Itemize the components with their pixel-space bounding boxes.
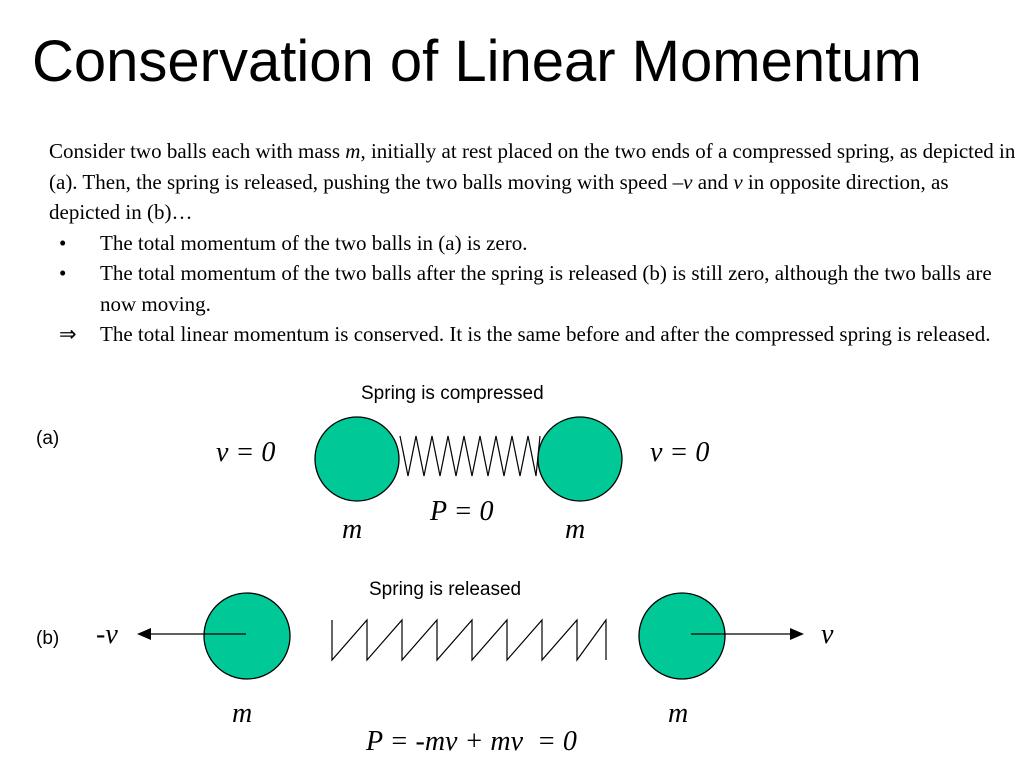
compressed-spring: [400, 436, 540, 476]
ball-a-right: [538, 417, 622, 501]
velocity-label-b-right: v: [821, 619, 834, 650]
panel-label-a: (a): [36, 428, 60, 449]
ball-a-left: [315, 417, 399, 501]
bullet-text: The total momentum of the two balls in (a) is zero.: [100, 230, 528, 255]
intro-mass-symbol: m: [345, 139, 361, 163]
mass-label-b-right: m: [668, 698, 689, 729]
caption-released: Spring is released: [369, 579, 522, 600]
bullet-marker: •: [59, 261, 67, 285]
released-spring: [332, 620, 606, 660]
ball-b-right: [639, 593, 725, 679]
intro-text-3: and: [692, 169, 734, 194]
implies-arrow-icon: ⇒: [59, 322, 77, 346]
momentum-equation-b: P = -mv + mv = 0: [366, 726, 577, 757]
caption-compressed: Spring is compressed: [361, 383, 544, 404]
mass-label-a-right: m: [565, 514, 586, 545]
conclusion-text: The total linear momentum is conserved. It is the same before and after the compressed spring is released.: [100, 322, 991, 346]
intro-speed-symbol-2: v: [733, 169, 743, 194]
slide-title: Conservation of Linear Momentum: [32, 29, 922, 94]
bullet-marker: •: [59, 230, 67, 255]
bullet-text: The total momentum of the two balls after the spring is released (b) is still zero, although the two balls are now moving.: [100, 261, 992, 316]
intro-text-2: , initially at rest placed on the two ends of a compressed spring, as depicted in (a). Then, the spring is released, pushing the two balls moving with speed –: [49, 139, 1016, 194]
intro-speed-symbol-1: v: [683, 169, 693, 194]
velocity-label-a-left: v = 0: [216, 437, 276, 468]
intro-text-1: Consider two balls each with mass: [49, 139, 346, 163]
panel-label-b: (b): [36, 628, 60, 649]
momentum-equation-a: P = 0: [430, 496, 494, 527]
mass-label-a-left: m: [342, 514, 363, 545]
ball-b-left: [204, 593, 290, 679]
intro-text-4: in opposite direction, as depicted in (b)…: [49, 169, 949, 224]
mass-label-b-left: m: [232, 698, 253, 729]
velocity-label-b-left: -v: [96, 619, 118, 650]
velocity-label-a-right: v = 0: [650, 437, 710, 468]
